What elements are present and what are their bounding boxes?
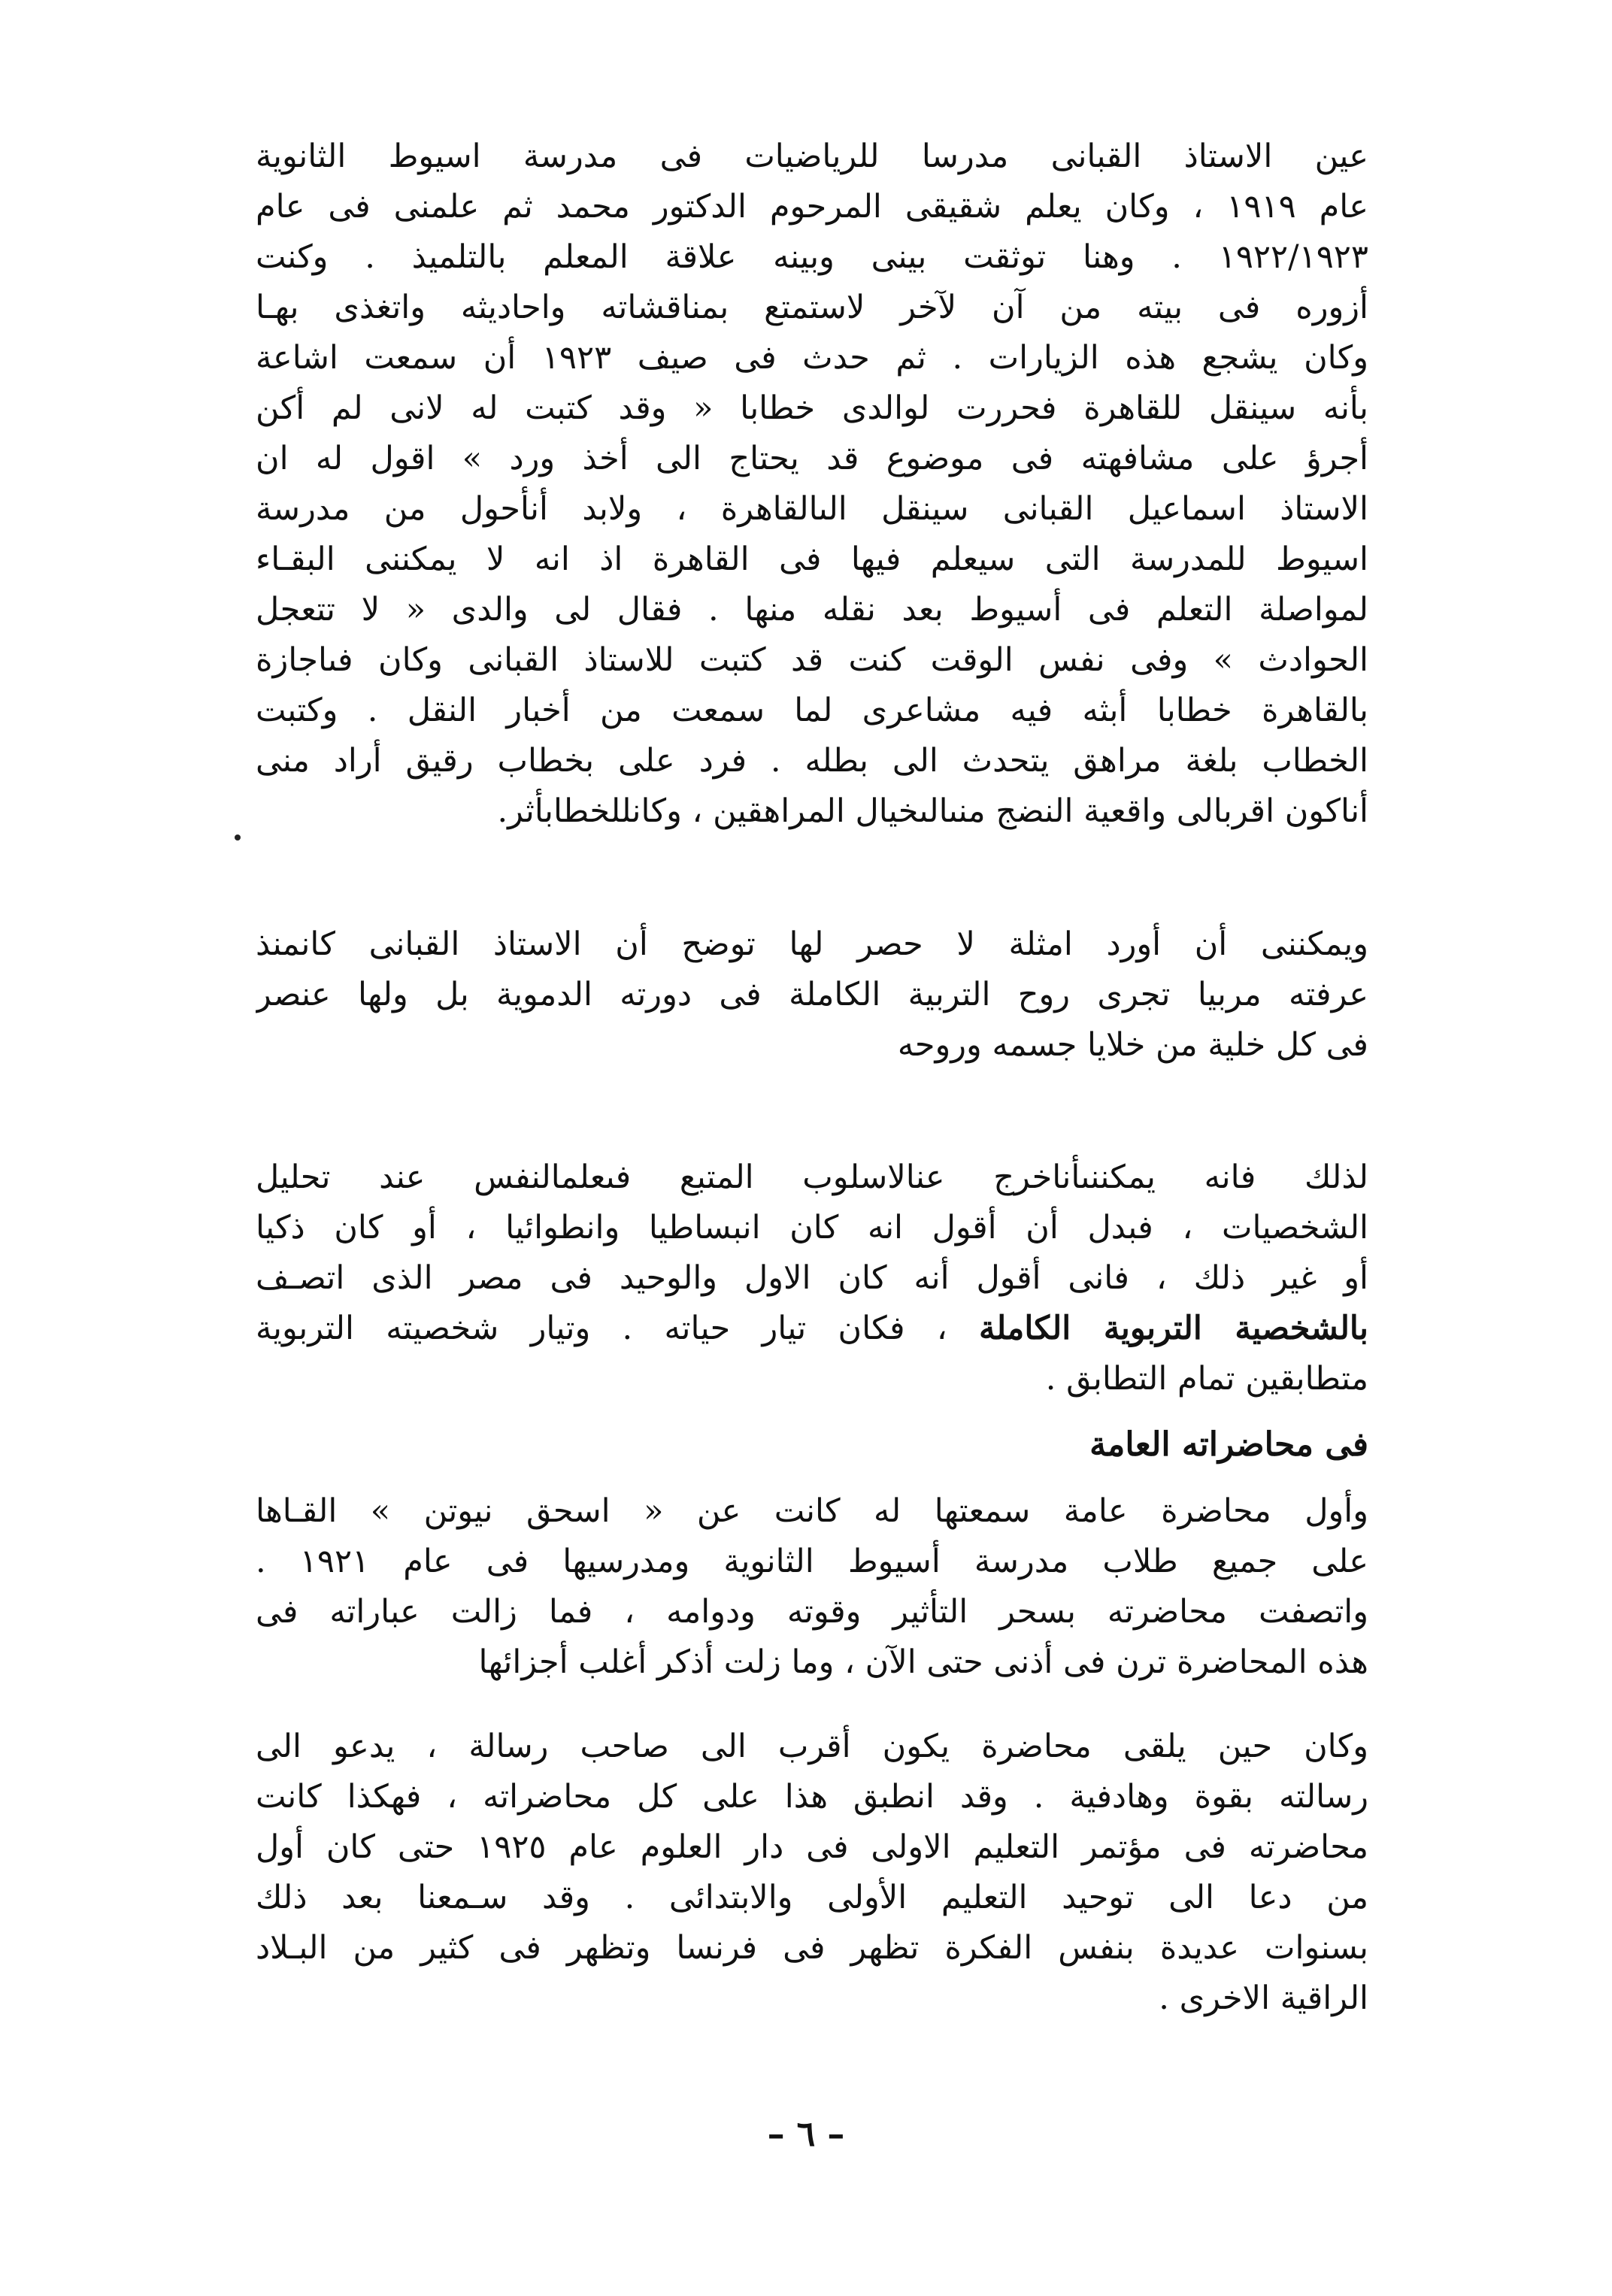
paragraph-line: عام ١٩١٩ ، وكان يعلم شقيقى المرحوم الدكتور محمد ثم علمنى فى عام (256, 188, 1368, 226)
paragraph-line: رسالته بقوة وهادفية . وقد انطبق هذا على كل محاضراته ، فهكذا كانت (256, 1778, 1368, 1816)
paragraph-line: من دعا الى توحيد التعليم الأولى والابتدائى . وقد سـمعنا بعد ذلك (256, 1879, 1368, 1916)
paragraph-line: محاضرته فى مؤتمر التعليم الاولى فى دار العلوم عام ١٩٢٥ حتى كان أول (256, 1828, 1368, 1866)
paragraph-line: عرفته مربيا تجرى روح التربية الكاملة فى دورته الدموية بل ولها عنصر (256, 976, 1368, 1013)
paragraph-line-with-emphasis (256, 1304, 1368, 1354)
paragraph-line: واتصفت محاضرته بسحر التأثير وقوته ودوامه ، فما زالت عباراته فى (256, 1593, 1368, 1631)
paragraph-line: ويمكننى أن أورد امثلة لا حصر لها توضح أن الاستاذ القبانى كانمنذ (256, 925, 1368, 963)
paragraph-line: متطابقين تمام التطابق . (1045, 1360, 1368, 1398)
page-number: – ٦ – (767, 2113, 845, 2154)
paragraph-line: لذلك فانه يمكننىأناخرج عنالاسلوب المتبع فىعلمالنفس عند تحليل (256, 1159, 1368, 1196)
paragraph-line: أو غير ذلك ، فانى أقول أنه كان الاول والوحيد فى مصر الذى اتصـف (256, 1259, 1368, 1297)
paragraph-2 (256, 919, 1368, 1071)
paragraph-line: هذه المحاضرة ترن فى أذنى حتى الآن ، وما زلت أذكر أغلب أجزائها (478, 1643, 1368, 1681)
paragraph-line: فى كل خلية من خلايا جسمه وروحه (897, 1026, 1368, 1064)
paragraph-line: بسنوات عديدة بنفس الفكرة تظهر فى فرنسا وتظهر فى كثير من البـلاد (256, 1929, 1368, 1967)
paragraph-line: الشخصيات ، فبدل أن أقول انه كان انبساطيا وانطوائيا ، أو كان ذكيا (256, 1209, 1368, 1246)
paragraph-line: بالقاهرة خطابا أبثه فيه مشاعرى لما سمعت من أخبار النقل . وكتبت (256, 692, 1368, 729)
paragraph-line-rest: ، فكان تيار حياته . وتيار شخصيته التربوية (256, 1310, 980, 1347)
paragraph-line: عين الاستاذ القبانى مدرسا للرياضيات فى مدرسة اسيوط الثانوية (256, 138, 1368, 175)
paragraph-5 (256, 1722, 1368, 2024)
paragraph-line: أزوره فى بيته من آن لآخر لاستمتع بمناقشاته واحاديثه واتغذى بهـا (256, 289, 1368, 326)
paragraph-line: لمواصلة التعلم فى أسيوط بعد نقله منها . فقال لى والدى « لا تتعجل (256, 591, 1368, 629)
paragraph-line: أجرؤ على مشافهته فى موضوع قد يحتاج الى أخذ ورد » اقول له ان (256, 440, 1368, 477)
paragraph-line: الراقية الاخرى . (1159, 1979, 1368, 2017)
paragraph-line: ١٩٢٢/١٩٢٣ . وهنا توثقت بينى وبينه علاقة المعلم بالتلميذ . وكنت (256, 238, 1368, 276)
bold-phrase: بالشخصية التربوية الكاملة (979, 1310, 1368, 1347)
paragraph-line: الخطاب بلغة مراهق يتحدث الى بطله . فرد على بخطاب رقيق أراد منى (256, 742, 1368, 780)
paragraph-line: أناكون اقربالى واقعية النضج منىالىخيال المراهقين ، وكانللخطابأثر. (497, 792, 1368, 830)
margin-dot-mark (235, 834, 241, 841)
paragraph-line: على جميع طلاب مدرسة أسيوط الثانوية ومدرسيها فى عام ١٩٢١ . (256, 1543, 1368, 1580)
paragraph-1 (256, 132, 1368, 837)
section-heading: فى محاضراته العامة (1089, 1425, 1368, 1464)
paragraph-3 (256, 1153, 1368, 1404)
paragraph-4 (256, 1486, 1368, 1688)
paragraph-line: اسيوط للمدرسة التى سيعلم فيها فى القاهرة اذ انه لا يمكننى البقـاء (256, 541, 1368, 578)
paragraph-line: وكان حين يلقى محاضرة يكون أقرب الى صاحب رسالة ، يدعو الى (256, 1728, 1368, 1765)
paragraph-line: وكان يشجع هذه الزيارات . ثم حدث فى صيف ١٩٢٣ أن سمعت اشاعة (256, 339, 1368, 377)
paragraph-line: الاستاذ اسماعيل القبانى سينقل الىالقاهرة ، ولابد أنأحول من مدرسة (256, 490, 1368, 528)
paragraph-line: وأول محاضرة عامة سمعتها له كانت عن « اسحق نيوتن » القـاها (256, 1492, 1368, 1530)
paragraph-line: بأنه سينقل للقاهرة فحررت لوالدى خطابا « وقد كتبت له لانى لم أكن (256, 389, 1368, 427)
paragraph-line: الحوادث » وفى نفس الوقت كنت قد كتبت للاستاذ القبانى وكان فىاجازة (256, 641, 1368, 679)
